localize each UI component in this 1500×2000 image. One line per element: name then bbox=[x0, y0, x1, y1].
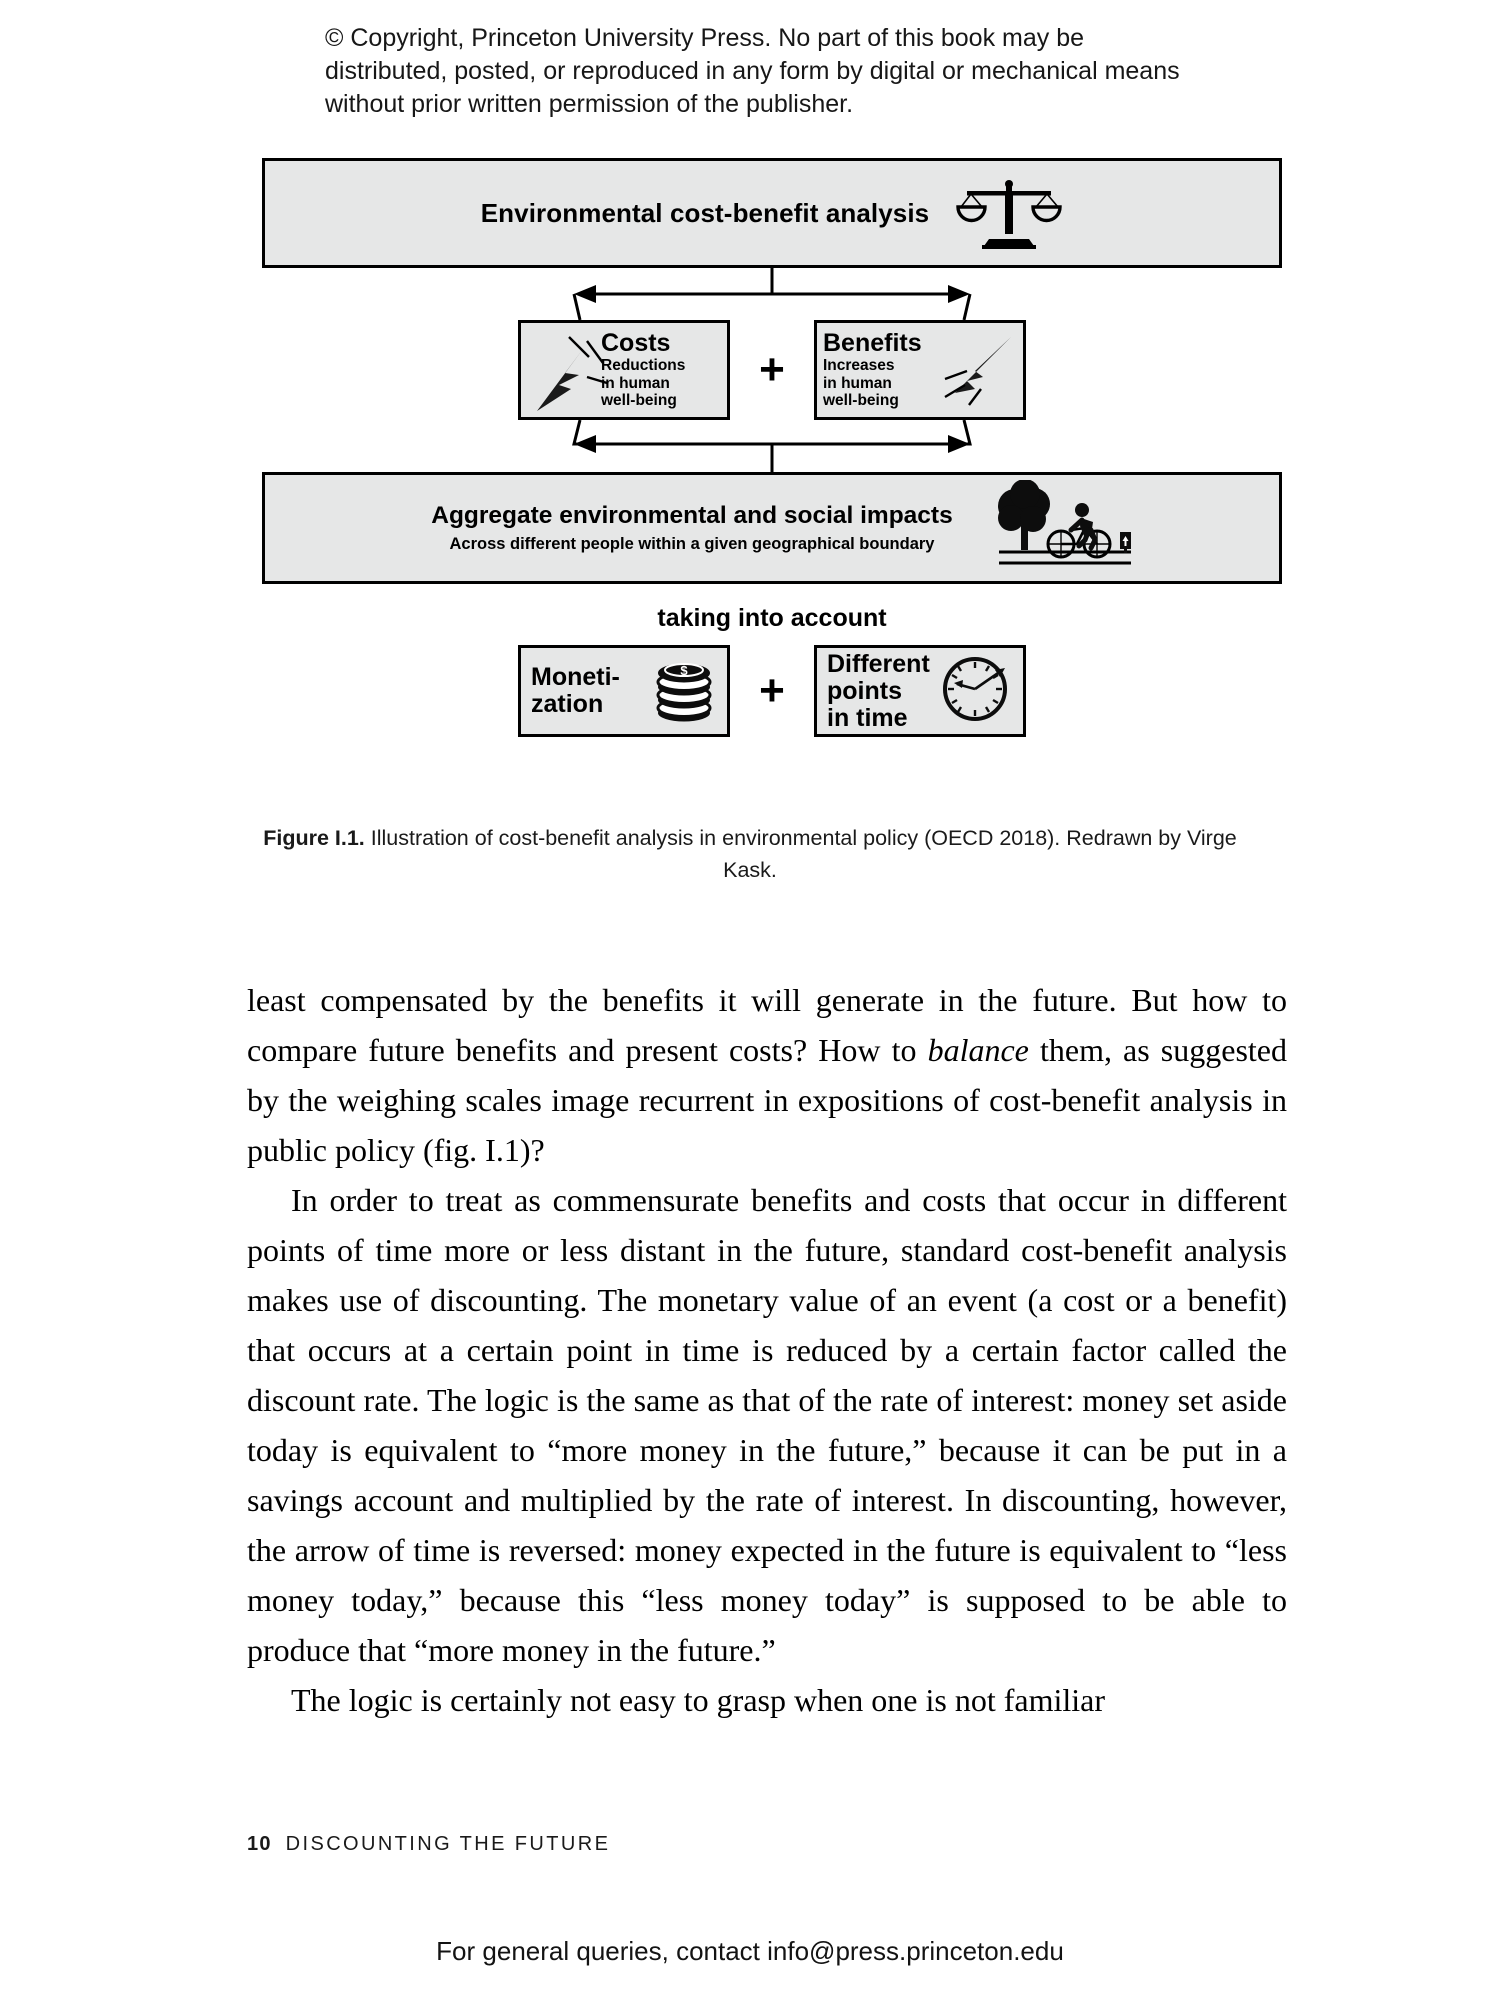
plus-operator-monetization-time: + bbox=[759, 666, 785, 715]
monetization-label-line-1: Moneti- bbox=[531, 663, 620, 691]
connector-top-to-costbenefit bbox=[262, 268, 1282, 320]
time-label-line-2: points bbox=[827, 676, 902, 705]
time-label-line-1: Different bbox=[827, 649, 930, 678]
figure-caption-label: Figure I.1. bbox=[263, 826, 365, 850]
aggregate-subtitle: Across different people within a given geographical boundary bbox=[449, 534, 935, 553]
paragraph-1-part-b: them, as suggested by the weighing scales image recurrent in expositions of cost-benefit analysis in public policy (fig. I.1)? bbox=[247, 1032, 1288, 1168]
figure-diagram bbox=[262, 158, 1282, 737]
page-footer-running-head bbox=[247, 1833, 610, 1856]
costs-box bbox=[518, 320, 730, 420]
benefits-box bbox=[814, 320, 1026, 420]
aggregate-impacts-banner bbox=[262, 472, 1282, 584]
coin-stack-icon bbox=[651, 655, 717, 728]
benefits-heading: Benefits bbox=[823, 329, 922, 358]
arrow-down-left-icon bbox=[525, 329, 613, 420]
page-number: 10 bbox=[247, 1833, 272, 1855]
paragraph-1 bbox=[247, 975, 1287, 1175]
paragraph-2: In order to treat as commensurate benefits and costs that occur in different points of time more or less distant in the future, standard cost-benefit analysis makes use of discounting. The monetary value of an event (a cost or a benefit) that occurs at a certain point in time is reduced by a certain factor called the discount rate. The logic is the same as that of the rate of interest: money set aside today is equivalent to “more money in the future,” because it can be put in a savings account and multiplied by the rate of interest. In discounting, however, the arrow of time is reversed: money expected in the future is equivalent to “less money today,” because this “less money today” is supposed to be able to produce that “more money in the future.” bbox=[247, 1182, 1287, 1668]
diagram-top-banner bbox=[262, 158, 1282, 268]
paragraph-1-italic-word: balance bbox=[927, 1032, 1029, 1068]
costs-sub-line-1: Reductions bbox=[601, 357, 686, 375]
body-text bbox=[247, 975, 1287, 1725]
paragraph-3: The logic is certainly not easy to grasp when one is not familiar bbox=[291, 1682, 1105, 1718]
benefits-sub-line-3: well-being bbox=[823, 392, 899, 410]
figure-caption-text: Illustration of cost-benefit analysis in environmental policy (OECD 2018). Redrawn by Virge Kask. bbox=[364, 826, 1237, 883]
monetization-label-line-2: zation bbox=[531, 690, 604, 718]
diagram-top-banner-title: Environmental cost-benefit analysis bbox=[480, 197, 930, 228]
costs-sub-line-2: in human bbox=[601, 374, 670, 392]
svg-text:$: $ bbox=[680, 662, 688, 678]
plus-operator-costs-benefits: + bbox=[759, 345, 785, 394]
running-head-text: DISCOUNTING THE FUTURE bbox=[285, 1833, 611, 1855]
press-queries-line: For general queries, contact info@press.princeton.edu bbox=[436, 1936, 1064, 1966]
benefits-sub-line-1: Increases bbox=[823, 357, 895, 375]
clock-icon bbox=[937, 651, 1013, 732]
aggregate-title: Aggregate environmental and social impacts bbox=[431, 502, 953, 530]
monetization-box bbox=[518, 645, 730, 737]
copyright-notice: © Copyright, Princeton University Press. No part of this book may be distributed, posted, or reproduced in any form by digital or mechanical means without prior written permission of the publisher. bbox=[325, 24, 1180, 118]
different-points-in-time-box bbox=[814, 645, 1026, 737]
tree-and-cyclist-icon bbox=[981, 480, 1133, 577]
figure-caption bbox=[250, 822, 1250, 887]
time-label-line-3: in time bbox=[827, 703, 908, 732]
balance-scales-icon bbox=[955, 177, 1063, 249]
paragraph-1-part-a: least compensated by the benefits it will generate in the future. But how to compare future benefits and present costs? How to bbox=[247, 982, 1287, 1068]
monetization-time-row bbox=[262, 645, 1282, 737]
cost-benefit-row bbox=[262, 320, 1282, 420]
costs-sub-line-3: well-being bbox=[601, 392, 677, 410]
benefits-sub-line-2: in human bbox=[823, 374, 892, 392]
taking-into-account-label: taking into account bbox=[657, 604, 887, 632]
arrow-up-right-icon bbox=[931, 331, 1019, 416]
costs-heading: Costs bbox=[601, 329, 671, 358]
connector-costbenefit-to-aggregate bbox=[262, 420, 1282, 472]
